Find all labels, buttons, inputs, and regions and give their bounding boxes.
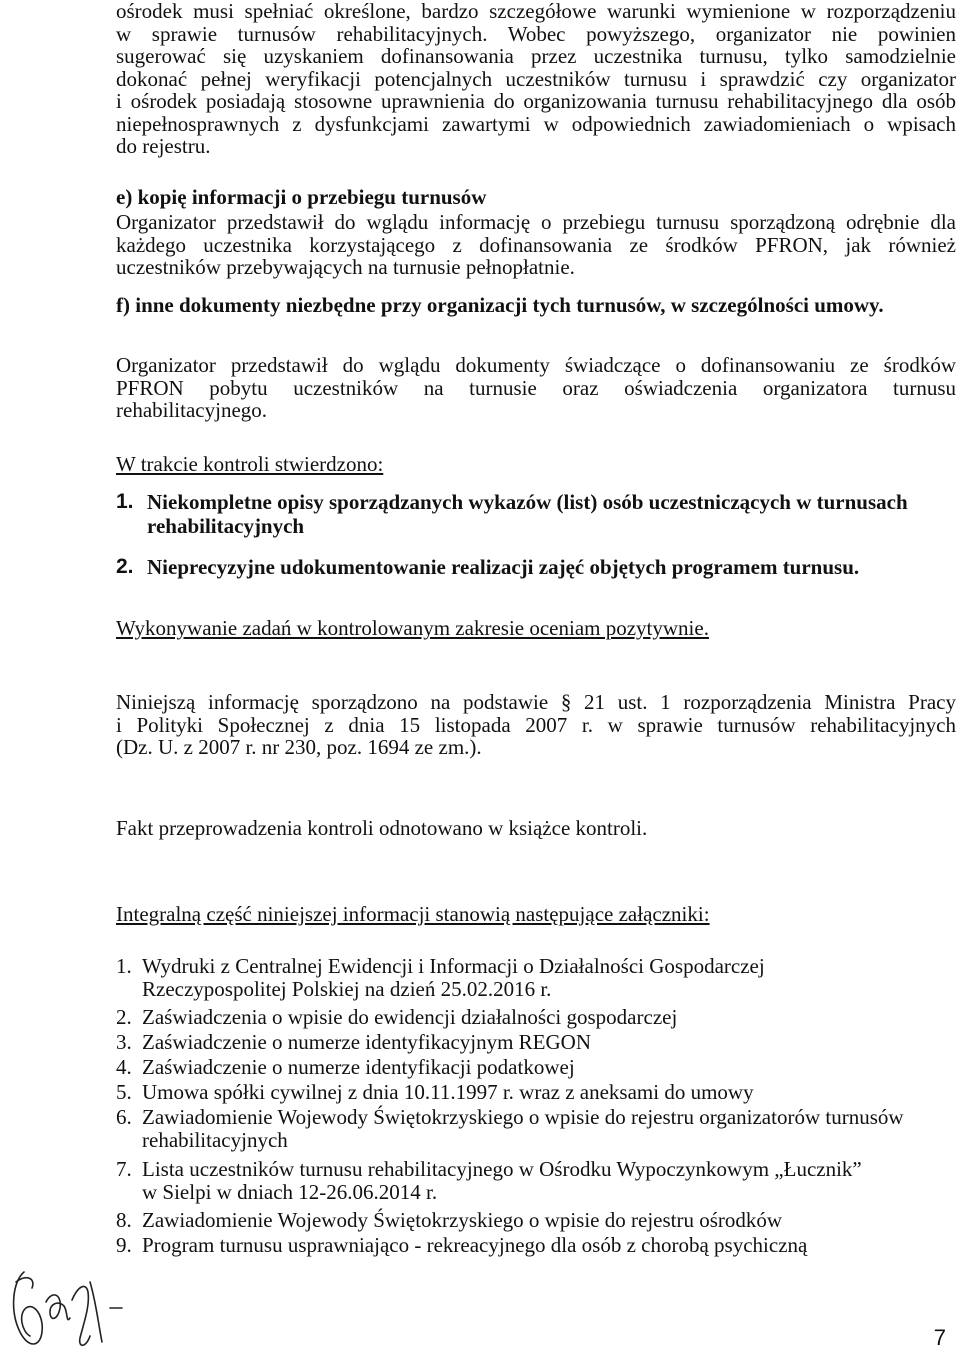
finding-line: Nieprecyzyjne udokumentowanie realizacji zajęć objętych programem turnusu. — [147, 555, 860, 579]
attachment-line: Program turnusu usprawniająco - rekreacyjnego dla osób z chorobą psychiczną — [142, 1233, 808, 1257]
intro-line: sugerować się uzyskaniem dofinansowania przez uczestnika turnusu, tylko samodzielnie — [116, 44, 956, 68]
section-e-line: każdego uczestnika korzystającego z dofinansowania ze środków PFRON, jak również — [116, 232, 956, 257]
control-note — [116, 817, 956, 840]
attachment-line: Zaświadczenie o numerze identyfikacji podatkowej — [142, 1055, 575, 1079]
attachment-line: Zaświadczenia o wpisie do ewidencji działalności gospodarczej — [142, 1005, 678, 1029]
section-e-paragraph — [116, 211, 956, 279]
findings-heading — [116, 453, 956, 476]
assessment — [116, 617, 956, 640]
section-e-heading: e) kopię informacji o przebiegu turnusów — [116, 185, 487, 209]
attachment-item — [116, 1031, 956, 1054]
attachment-item — [116, 1234, 956, 1257]
finding-number: 2. — [116, 555, 134, 578]
attachment-number: 1. — [116, 954, 132, 978]
intro-line: dokonać pełnej weryfikacji potencjalnych uczestników turnusu i sprawdzić czy organizator — [116, 66, 956, 91]
finding-item — [116, 490, 956, 538]
attachments-heading-text: Integralną część niniejszej informacji stanowią następujące załączniki: — [116, 902, 710, 926]
attachment-item — [116, 1209, 956, 1232]
attachment-line: Zawiadomienie Wojewody Świętokrzyskiego o wpisie do rejestru organizatorów turnusów — [142, 1105, 904, 1129]
section-f-heading: f) inne dokumenty niezbędne przy organizacji tych turnusów, w szczególności umowy. — [116, 293, 884, 317]
legal-basis-paragraph — [116, 691, 956, 759]
attachments-heading — [116, 903, 956, 926]
findings-heading-text: W trakcie kontroli stwierdzono: — [116, 452, 384, 476]
attachment-line: Umowa spółki cywilnej z dnia 10.11.1997 r. wraz z aneksami do umowy — [142, 1080, 754, 1104]
intro-line: niepełnosprawnych z dysfunkcjami zawartymi w odpowiednich zawiadomieniach o wpisach — [116, 111, 956, 136]
section-e-line: uczestników przebywających na turnusie pełnopłatnie. — [116, 255, 575, 279]
attachment-line: Lista uczestników turnusu rehabilitacyjnego w Ośrodku Wypoczynkowym „Łucznik” — [142, 1157, 862, 1181]
assessment-text: Wykonywanie zadań w kontrolowanym zakresie oceniam pozytywnie. — [116, 616, 709, 640]
legal-basis-line: (Dz. U. z 2007 r. nr 230, poz. 1694 ze zm.). — [116, 735, 482, 759]
attachment-item — [116, 955, 956, 1001]
finding-item — [116, 555, 956, 579]
attachment-item — [116, 1056, 956, 1079]
attachment-item — [116, 1006, 956, 1029]
attachment-item — [116, 1158, 956, 1204]
attachment-line: Zaświadczenie o numerze identyfikacyjnym REGON — [142, 1030, 592, 1054]
section-f-line: Organizator przedstawił do wglądu dokumenty świadczące o dofinansowaniu ze środków — [116, 353, 956, 377]
handwritten-signature — [6, 1252, 156, 1362]
attachment-number: 3. — [116, 1030, 132, 1054]
attachment-number: 5. — [116, 1080, 132, 1104]
intro-line: do rejestru. — [116, 134, 211, 158]
section-f-line: rehabilitacyjnego. — [116, 398, 268, 422]
intro-line: w sprawie turnusów rehabilitacyjnych. Wobec powyższego, organizator nie powinien — [116, 21, 956, 46]
attachment-item — [116, 1106, 956, 1152]
attachment-line: rehabilitacyjnych — [142, 1128, 288, 1152]
page-number: 7 — [933, 1325, 946, 1350]
finding-number: 1. — [116, 490, 134, 513]
intro-line: ośrodek musi spełniać określone, bardzo szczegółowe warunki wymienione w rozporządzeniu — [116, 0, 956, 23]
section-f-line: PFRON pobytu uczestników na turnusie oraz oświadczenia organizatora turnusu — [116, 375, 956, 400]
attachment-line: Wydruki z Centralnej Ewidencji i Informacji o Działalności Gospodarczej — [142, 954, 765, 978]
legal-basis-line: i Polityki Społecznej z dnia 15 listopada 2007 r. w sprawie turnusów rehabilitacyjnych — [116, 712, 956, 737]
attachment-number: 9. — [116, 1233, 132, 1257]
attachment-item — [116, 1081, 956, 1104]
attachment-number: 2. — [116, 1005, 132, 1029]
legal-basis-line: Niniejszą informację sporządzono na podstawie § 21 ust. 1 rozporządzenia Ministra Pracy — [116, 690, 956, 714]
intro-paragraph — [116, 0, 956, 158]
attachment-line: w Sielpi w dniach 12-26.06.2014 r. — [142, 1180, 438, 1204]
attachment-number: 4. — [116, 1055, 132, 1079]
intro-line: i ośrodek posiadają stosowne uprawnienia do organizowania turnusu rehabilitacyjnego dla osób — [116, 89, 956, 113]
attachment-number: 6. — [116, 1105, 132, 1129]
section-e-line: Organizator przedstawił do wglądu informację o przebiegu turnusu sporządzoną odrębnie dla — [116, 210, 956, 234]
attachment-line: Zawiadomienie Wojewody Świętokrzyskiego o wpisie do rejestru ośrodków — [142, 1208, 783, 1232]
section-f-paragraph — [116, 354, 956, 422]
control-note-text: Fakt przeprowadzenia kontroli odnotowano w książce kontroli. — [116, 816, 648, 840]
attachment-line: Rzeczypospolitej Polskiej na dzień 25.02.2016 r. — [142, 977, 552, 1001]
attachment-number: 7. — [116, 1157, 132, 1181]
finding-line: Niekompletne opisy sporządzanych wykazów (list) osób uczestniczących w turnusach — [147, 490, 908, 514]
attachment-number: 8. — [116, 1208, 132, 1232]
finding-line: rehabilitacyjnych — [147, 514, 305, 538]
